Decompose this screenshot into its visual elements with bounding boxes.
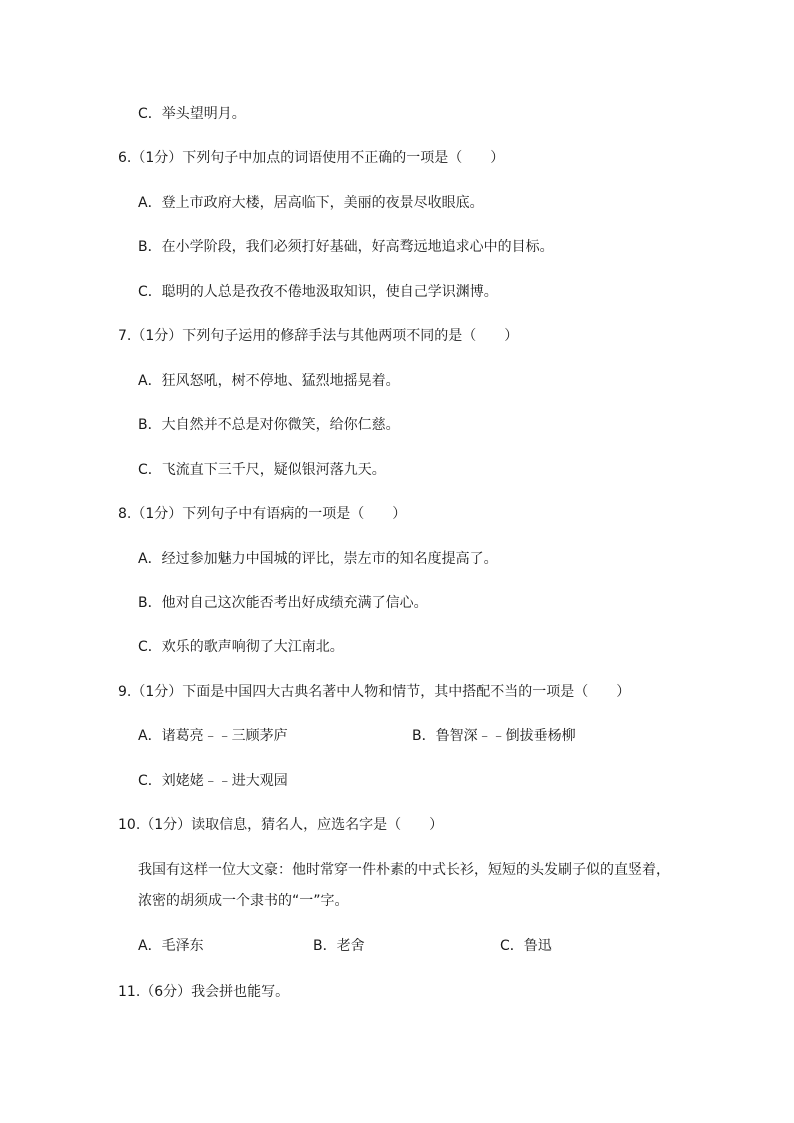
option-8b: B．他对自己这次能否考出好成绩充满了信心。 bbox=[138, 595, 428, 611]
option-7c: C．飞流直下三千尺，疑似银河落九天。 bbox=[138, 462, 386, 478]
option-10a: A．毛泽东 bbox=[138, 938, 204, 954]
option-6a: A．登上市政府大楼，居高临下，美丽的夜景尽收眼底。 bbox=[138, 195, 484, 211]
option-10c: C．鲁迅 bbox=[500, 938, 552, 954]
option-10b: B．老舍 bbox=[313, 938, 365, 954]
option-7b: B．大自然并不总是对你微笑，给你仁慈。 bbox=[138, 417, 400, 433]
option-8c: C．欢乐的歌声响彻了大江南北。 bbox=[138, 639, 344, 655]
option-7a: A．狂风怒吼，树不停地、猛烈地摇晃着。 bbox=[138, 373, 400, 389]
option-8a: A．经过参加魅力中国城的评比，崇左市的知名度提高了。 bbox=[138, 551, 498, 567]
option-6b: B．在小学阶段，我们必须打好基础，好高骛远地追求心中的目标。 bbox=[138, 239, 554, 255]
option-9a: A．诸葛亮﹣﹣三顾茅庐 bbox=[138, 728, 288, 744]
option-9c: C．刘姥姥﹣﹣进大观园 bbox=[138, 773, 288, 789]
question-10-passage-line-2: 浓密的胡须成一个隶书的“一”字。 bbox=[138, 893, 349, 909]
question-8-stem: 8.（1分）下列句子中有语病的一项是（ ） bbox=[118, 506, 407, 522]
question-11-stem: 11.（6分）我会拼也能写。 bbox=[118, 984, 290, 1000]
option-5c: C．举头望明月。 bbox=[138, 106, 246, 122]
question-10-stem: 10.（1分）读取信息，猜名人，应选名字是（ ） bbox=[118, 817, 444, 833]
option-6c: C．聪明的人总是孜孜不倦地汲取知识，使自己学识渊博。 bbox=[138, 284, 498, 300]
question-10-passage-line-1: 我国有这样一位大文豪：他时常穿一件朴素的中式长衫，短短的头发刷子似的直竖着， bbox=[138, 862, 670, 878]
question-6-stem: 6.（1分）下列句子中加点的词语使用不正确的一项是（ ） bbox=[118, 150, 505, 166]
question-9-stem: 9.（1分）下面是中国四大古典名著中人物和情节，其中搭配不当的一项是（ ） bbox=[118, 684, 631, 700]
option-9b: B．鲁智深﹣﹣倒拔垂杨柳 bbox=[412, 728, 576, 744]
question-7-stem: 7.（1分）下列句子运用的修辞手法与其他两项不同的是（ ） bbox=[118, 328, 519, 344]
